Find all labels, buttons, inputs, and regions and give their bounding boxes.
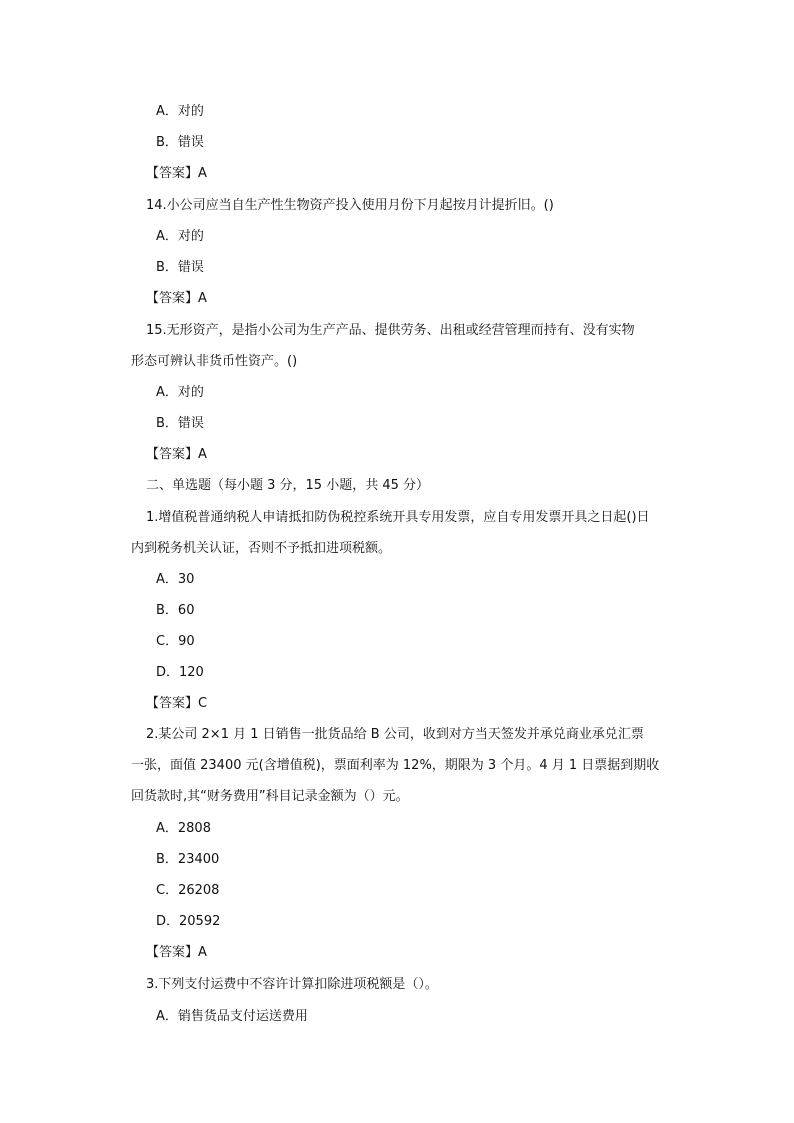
option-b: B．错误 (156, 260, 204, 275)
answer-line: 【答案】A (146, 166, 207, 181)
question-1: 1.增值税普通纳税人申请抵扣防伪税控系统开具专用发票，应自专用发票开具之日起()日 (146, 510, 650, 525)
option-c: C．90 (156, 634, 195, 649)
option-a: A．2808 (156, 821, 211, 836)
question-2-cont-2: 回货款时,其“财务费用”科目记录金额为（）元。 (131, 789, 409, 804)
option-b: B．错误 (156, 416, 204, 431)
option-b: B．错误 (156, 135, 204, 150)
option-a: A．对的 (156, 104, 204, 119)
question-1-cont: 内到税务机关认证，否则不予抵扣进项税额。 (131, 541, 392, 556)
option-d: D．120 (156, 665, 204, 680)
option-a: A．30 (156, 572, 195, 587)
option-c: C．26208 (156, 883, 220, 898)
question-15-cont: 形态可辨认非货币性资产。() (131, 354, 298, 369)
option-a: A．对的 (156, 229, 204, 244)
answer-line: 【答案】A (146, 291, 207, 306)
answer-line: 【答案】A (146, 447, 207, 462)
option-d: D．20592 (156, 914, 221, 929)
question-2: 2.某公司 2×1 月 1 日销售一批货品给 B 公司，收到对方当天签发并承兑商业承兑汇票 (146, 727, 644, 742)
option-b: B．60 (156, 603, 195, 618)
question-14: 14.小公司应当自生产性生物资产投入使用月份下月起按月计提折旧。() (146, 198, 554, 213)
answer-line: 【答案】A (146, 945, 207, 960)
option-b: B．23400 (156, 852, 220, 867)
answer-line: 【答案】C (146, 696, 208, 711)
question-3: 3.下列支付运费中不容许计算扣除进项税额是（）。 (146, 977, 438, 992)
question-15: 15.无形资产，是指小公司为生产产品、提供劳务、出租或经营管理而持有、没有实物 (146, 323, 635, 338)
question-2-cont-1: 一张，面值 23400 元(含增值税)，票面利率为 12%，期限为 3 个月。4 月 1 日票据到期收 (131, 758, 660, 773)
option-a: A．对的 (156, 385, 204, 400)
section-heading: 二、单选题（每小题 3 分，15 小题，共 45 分） (146, 478, 430, 493)
option-a: A．销售货品支付运送费用 (156, 1009, 308, 1024)
